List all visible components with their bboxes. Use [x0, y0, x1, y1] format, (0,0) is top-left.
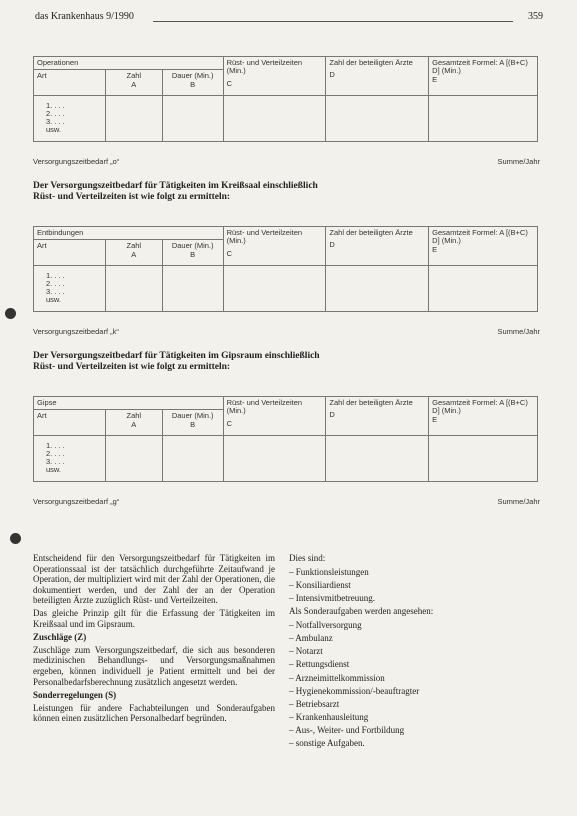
- list-item: – Rettungsdienst: [289, 659, 350, 670]
- ruest-header: Rüst- und Verteilzeiten (Min.) C: [223, 397, 326, 436]
- heading-kreisssaal: Der Versorgungszeitbedarf für Tätigkeiten im Kreißsaal einschließlich Rüst- und Verteilzeiten ist wie folgt zu ermitteln:: [33, 181, 318, 202]
- list-item: – Notarzt: [289, 646, 323, 657]
- entry-list: 1. . . . 2. . . . 3. . . . usw.: [34, 436, 106, 482]
- header-rule: [153, 21, 513, 22]
- list-item: – Ambulanz: [289, 632, 333, 643]
- summe-label: Summe/Jahr: [497, 157, 540, 166]
- dauer-header: Dauer (Min.) B: [162, 410, 223, 436]
- gesamt-header: Gesamtzeit Formel: A [(B+C) D] (Min.) E: [429, 57, 538, 96]
- dauer-cell: [162, 266, 223, 312]
- summe-label: Summe/Jahr: [497, 497, 540, 506]
- section-label: Gipse: [34, 397, 224, 410]
- sonderaufgaben-list: [289, 619, 544, 751]
- bedarf-label: Versorgungszeitbedarf „k“: [33, 327, 119, 336]
- list-item: – Notfallversorgung: [289, 619, 362, 630]
- ruest-header: Rüst- und Verteilzeiten (Min.) C: [223, 57, 326, 96]
- list-item: – Krankenhausleitung: [289, 712, 369, 723]
- aerzte-cell: [326, 96, 429, 142]
- list-intro: Dies sind:: [289, 553, 326, 563]
- gesamt-header: Gesamtzeit Formel: A [(B+C) D] (Min.) E: [429, 397, 538, 436]
- running-header: [35, 11, 543, 25]
- list-item: – sonstige Aufgaben.: [289, 738, 365, 749]
- list-intro: Als Sonderaufgaben werden angesehen:: [289, 606, 434, 617]
- art-header: Art: [34, 240, 106, 266]
- summe-label: Summe/Jahr: [497, 327, 540, 336]
- ruest-cell: [223, 96, 326, 142]
- list-item: – Aus-, Weiter- und Fortbildung: [289, 725, 405, 736]
- aerzte-header: Zahl der beteiligten Ärzte D: [326, 57, 429, 96]
- gesamt-cell: [429, 266, 538, 312]
- gesamt-cell: [429, 96, 538, 142]
- dauer-header: Dauer (Min.) B: [162, 70, 223, 96]
- list-item: – Funktionsleistungen: [289, 566, 369, 577]
- dauer-cell: [162, 436, 223, 482]
- heading-gipsraum: Der Versorgungszeitbedarf für Tätigkeiten im Gipsraum einschließlich Rüst- und Verteilzeiten ist wie folgt zu ermitteln:: [33, 351, 320, 372]
- ruest-cell: [223, 266, 326, 312]
- aerzte-header: Zahl der beteiligten Ärzte D: [326, 397, 429, 436]
- paragraph: Das gleiche Prinzip gilt für die Erfassung der Tätigkeiten im Kreißsaal und im Gipsraum.: [33, 607, 275, 629]
- bedarf-label: Versorgungszeitbedarf „g“: [33, 497, 120, 506]
- aerzte-cell: [326, 436, 429, 482]
- subheading-zuschlaege: Zuschläge (Z): [33, 632, 87, 643]
- entry-list: 1. . . . 2. . . . 3. . . . usw.: [34, 96, 106, 142]
- dauer-cell: [162, 96, 223, 142]
- list-item: – Intensivmitbetreuung.: [289, 592, 375, 603]
- paragraph: Entscheidend für den Versorgungszeitbedarf für Tätigkeiten im Operationssaal ist der tatsächlich durchgeführte Zeitaufwand je Operation, der multipliziert wird mit der Zahl der Operationen, die dokumentiert werden, und der Zahl der an der Operation beteiligten Ärzte zuzüglich Rüst- und Verteilzeiten.: [33, 553, 275, 606]
- aerzte-header: Zahl der beteiligten Ärzte D: [326, 227, 429, 266]
- gesamt-cell: [429, 436, 538, 482]
- dauer-header: Dauer (Min.) B: [162, 240, 223, 266]
- ruest-cell: [223, 436, 326, 482]
- bedarf-label: Versorgungszeitbedarf „o“: [33, 157, 120, 166]
- subheading-sonderregelungen: Sonderregelungen (S): [33, 690, 117, 701]
- zahl-header: Zahl A: [105, 410, 162, 436]
- list-item: – Konsiliardienst: [289, 579, 351, 590]
- zahl-cell: [105, 266, 162, 312]
- operationen-table: [33, 56, 538, 142]
- punch-hole: [5, 308, 16, 319]
- left-text-column: [33, 553, 275, 726]
- paragraph: Zuschläge zum Versorgungszeitbedarf, die sich aus besonderen medizinischen Behandlungs- und Versorgungsmaßnahmen ergeben, können individuell je Patient ermittelt und bei der Personalbedarfsberechnung zusätzlich angesetzt werden.: [33, 644, 275, 687]
- punch-hole: [10, 533, 21, 544]
- page-number: 359: [528, 11, 543, 22]
- gesamt-header: Gesamtzeit Formel: A [(B+C) D] (Min.) E: [429, 227, 538, 266]
- journal-title: das Krankenhaus 9/1990: [35, 11, 134, 22]
- section-label: Operationen: [34, 57, 224, 70]
- paragraph: Leistungen für andere Fachabteilungen und Sonderaufgaben können einen zusätzlichen Personalbedarf begründen.: [33, 702, 275, 724]
- entbindungen-table: [33, 226, 538, 312]
- entry-list: 1. . . . 2. . . . 3. . . . usw.: [34, 266, 106, 312]
- gipse-table: [33, 396, 538, 482]
- section-label: Entbindungen: [34, 227, 224, 240]
- zahl-cell: [105, 96, 162, 142]
- list-item: – Arzneimittelkommission: [289, 672, 385, 683]
- art-header: Art: [34, 70, 106, 96]
- dies-sind-list: [289, 566, 544, 606]
- art-header: Art: [34, 410, 106, 436]
- list-item: – Betriebsarzt: [289, 698, 340, 709]
- list-item: – Hygienekommission/-beauftragter: [289, 685, 420, 696]
- aerzte-cell: [326, 266, 429, 312]
- right-text-column: [289, 553, 544, 751]
- ruest-header: Rüst- und Verteilzeiten (Min.) C: [223, 227, 326, 266]
- zahl-cell: [105, 436, 162, 482]
- zahl-header: Zahl A: [105, 240, 162, 266]
- zahl-header: Zahl A: [105, 70, 162, 96]
